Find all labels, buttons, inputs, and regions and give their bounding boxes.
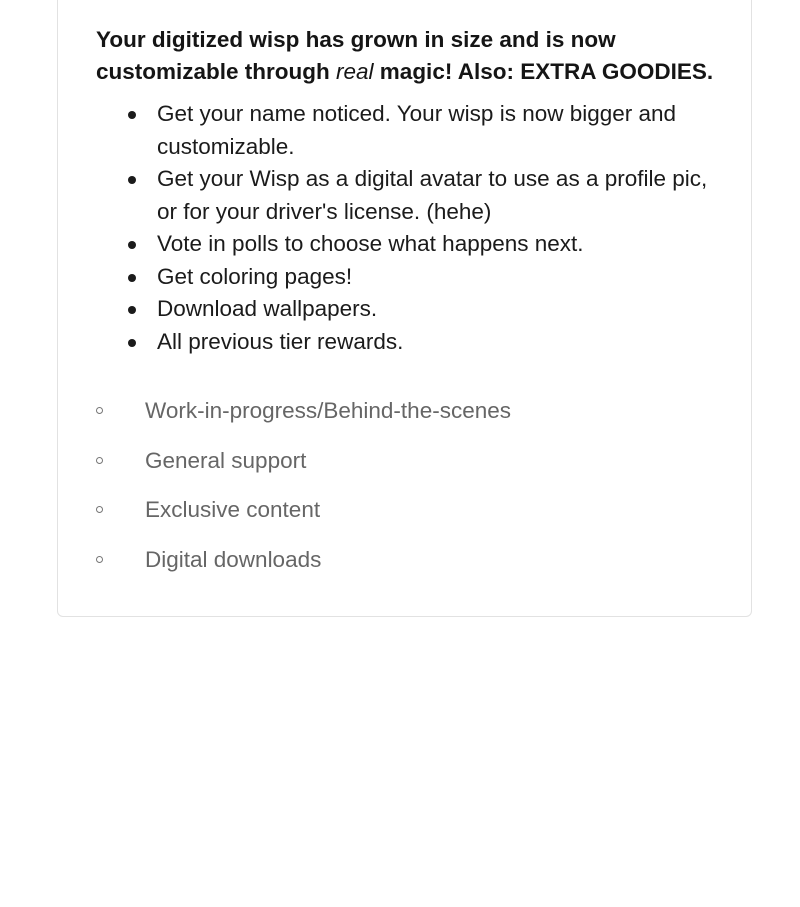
benefit-item: [94, 394, 694, 444]
perk-item: [128, 163, 708, 228]
benefit-item: [94, 444, 694, 494]
perk-text: Get your name noticed. Your wisp is now bigger and customizable.: [157, 101, 677, 159]
bullet-circle-icon: [96, 407, 103, 414]
bullet-dot-icon: [128, 339, 136, 347]
benefit-list: [94, 394, 694, 593]
bullet-dot-icon: [128, 111, 136, 119]
perk-text: Get your Wisp as a digital avatar to use as a profile pic, or for your driver's license. (hehe): [157, 166, 708, 224]
bullet-circle-icon: [96, 457, 103, 464]
tier-headline: [96, 24, 716, 88]
bullet-circle-icon: [96, 556, 103, 563]
bullet-dot-icon: [128, 241, 136, 249]
benefit-text: Digital downloads: [145, 547, 322, 573]
tier-description: [96, 24, 716, 88]
bullet-dot-icon: [128, 176, 136, 184]
perk-item: [128, 261, 708, 294]
benefit-text: Work-in-progress/Behind-the-scenes: [145, 398, 511, 423]
bullet-circle-icon: [96, 506, 103, 513]
benefit-text: Exclusive content: [145, 497, 321, 523]
bullet-dot-icon: [128, 306, 136, 314]
benefit-item: [94, 493, 694, 543]
perk-text: Get coloring pages!: [157, 263, 353, 289]
perk-item: [128, 98, 708, 163]
perk-text: Download wallpapers.: [157, 296, 378, 321]
perk-list: [128, 98, 708, 358]
benefit-text: General support: [145, 447, 307, 473]
perk-item: [128, 326, 708, 359]
perk-text: All previous tier rewards.: [157, 328, 404, 354]
headline-italic-word: real: [336, 59, 374, 84]
perk-item: [128, 228, 708, 261]
headline-text-start: Your digitized wisp has grown in size and is now customizable through: [96, 27, 616, 84]
perk-text: Vote in polls to choose what happens next.: [157, 231, 584, 256]
bullet-dot-icon: [128, 274, 136, 282]
perk-item: [128, 293, 708, 326]
headline-text-end: magic! Also: EXTRA GOODIES.: [373, 59, 714, 84]
benefit-item: [94, 543, 694, 593]
